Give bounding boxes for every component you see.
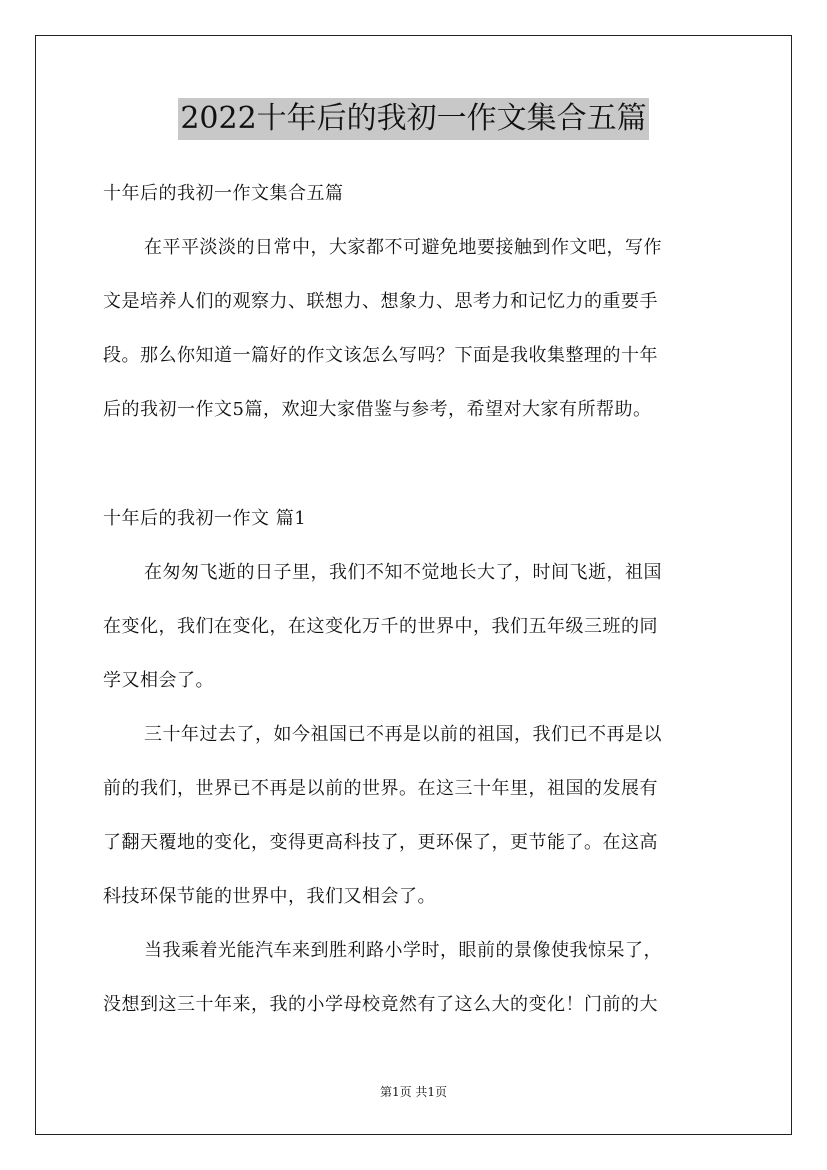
paragraph-line: 在匆匆飞逝的日子里，我们不知不觉地长大了，时间飞逝，祖国 <box>144 562 662 583</box>
paragraph-line: 没想到这三十年来，我的小学母校竟然有了这么大的变化！门前的大 <box>103 994 658 1015</box>
page-footer: 第1页 共1页 <box>379 1085 448 1099</box>
paragraph-line: 了翻天覆地的变化，变得更高科技了，更环保了，更节能了。在这高 <box>103 832 658 853</box>
title-container <box>0 98 827 140</box>
paragraph-line: 后的我初一作文5篇，欢迎大家借鉴与参考，希望对大家有所帮助。 <box>103 399 652 420</box>
paragraph-line: 在变化，我们在变化，在这变化万千的世界中，我们五年级三班的同 <box>103 616 658 637</box>
paragraph-line: 三十年过去了，如今祖国已不再是以前的祖国，我们已不再是以 <box>144 724 662 745</box>
paragraph-line: 前的我们，世界已不再是以前的世界。在这三十年里，祖国的发展有 <box>103 778 658 799</box>
section-heading: 十年后的我初一作文 篇1 <box>103 508 307 529</box>
paragraph-line: 学又相会了。 <box>103 670 214 691</box>
subtitle: 十年后的我初一作文集合五篇 <box>103 183 344 204</box>
paragraph-line: 当我乘着光能汽车来到胜利路小学时，眼前的景像使我惊呆了， <box>144 940 662 961</box>
paragraph-line: 在平平淡淡的日常中，大家都不可避免地要接触到作文吧，写作 <box>144 237 662 258</box>
paragraph-line: 文是培养人们的观察力、联想力、想象力、思考力和记忆力的重要手 <box>103 291 658 312</box>
paragraph-line: 科技环保节能的世界中，我们又相会了。 <box>103 886 436 907</box>
paragraph-line: 段。那么你知道一篇好的作文该怎么写吗？下面是我收集整理的十年 <box>103 345 658 366</box>
document-title: 2022十年后的我初一作文集合五篇 <box>178 98 648 140</box>
